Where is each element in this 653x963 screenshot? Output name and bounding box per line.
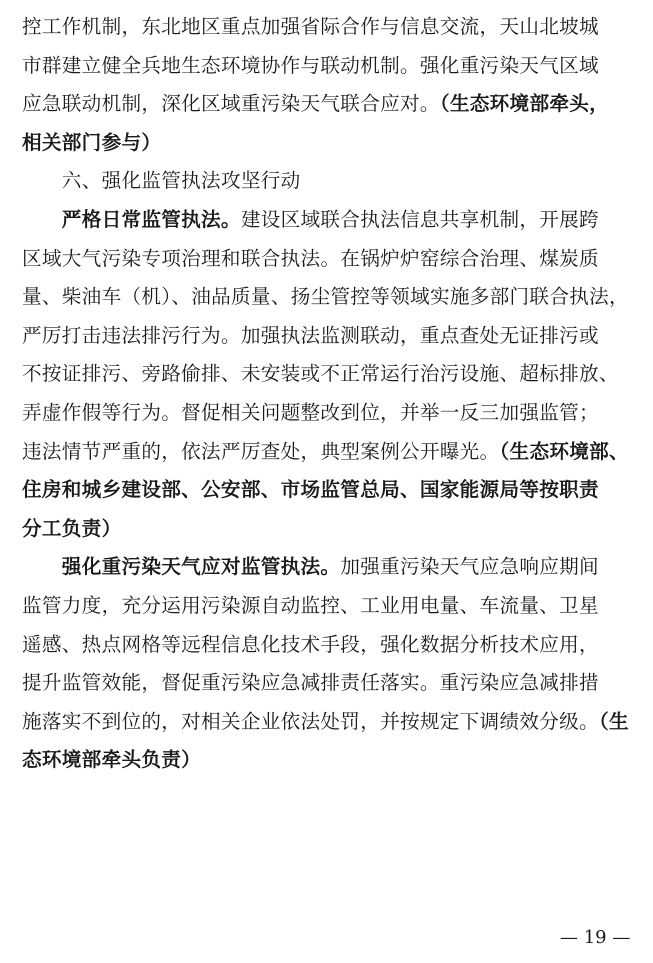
- text-line: [22, 626, 637, 665]
- text-run: 施落实不到位的，对相关企业依法处罚，并按规定下调绩效分级。: [22, 709, 599, 733]
- bold-text: 分工负责）: [22, 516, 122, 540]
- text-line: [22, 8, 637, 47]
- text-run: 加强重污染天气应急响应期间: [340, 555, 599, 579]
- text-line: [22, 317, 637, 356]
- text-run: 市群建立健全兵地生态环境协作与联动机制。强化重污染天气区域: [22, 53, 599, 77]
- bold-text: （生态环境部、: [499, 439, 629, 463]
- text-run: 六、强化监管执法攻坚行动: [61, 169, 301, 193]
- text-line: [22, 548, 637, 587]
- text-run: 监管力度，充分运用污染源自动监控、工业用电量、车流量、卫星: [22, 593, 599, 617]
- text-line: [22, 240, 637, 279]
- text-run: 建设区域联合执法信息共享机制，开展跨: [240, 207, 599, 231]
- bold-text: （生态环境部牵头，: [439, 92, 610, 116]
- page-number: — 19 —: [560, 927, 631, 948]
- text-line: [22, 201, 637, 240]
- text-line: [22, 587, 637, 626]
- text-run: 不按证排污、旁路偷排、未安装或不正常运行治污设施、超标排放、: [22, 362, 619, 386]
- section-heading: [22, 162, 637, 201]
- text-line: [22, 471, 637, 510]
- text-run: 违法情节严重的，依法严厉查处，典型案例公开曝光。: [22, 439, 500, 463]
- text-line: [22, 664, 637, 703]
- bold-text: 住房和城乡建设部、公安部、市场监管总局、国家能源局等按职责: [22, 478, 599, 502]
- text-line: [22, 433, 637, 472]
- text-run: 应急联动机制，深化区域重污染天气联合应对。: [22, 92, 440, 116]
- bold-text: （生: [598, 709, 629, 733]
- text-line: [22, 510, 637, 549]
- text-run: 弄虚作假等行为。督促相关问题整改到位，并举一反三加强监管；: [22, 400, 599, 424]
- text-line: [22, 85, 637, 124]
- body-text: [22, 8, 637, 780]
- text-line: [22, 741, 637, 780]
- text-run: 遥感、热点网格等远程信息化技术手段，强化数据分析技术应用，: [22, 632, 599, 656]
- text-line: [22, 703, 637, 742]
- text-line: [22, 124, 637, 163]
- text-line: [22, 355, 637, 394]
- bold-text: 态环境部牵头负责）: [22, 748, 202, 772]
- bold-text: 严格日常监管执法。: [61, 207, 241, 231]
- text-run: 严厉打击违法排污行为。加强执法监测联动，重点查处无证排污或: [22, 323, 599, 347]
- bold-text: 强化重污染天气应对监管执法。: [61, 555, 341, 579]
- text-line: [22, 394, 637, 433]
- text-line: [22, 47, 637, 86]
- text-line: [22, 278, 637, 317]
- text-run: 控工作机制，东北地区重点加强省际合作与信息交流，天山北坡城: [22, 15, 599, 38]
- text-run: 区域大气污染专项治理和联合执法。在锅炉炉窑综合治理、煤炭质: [22, 246, 599, 270]
- text-run: 提升监管效能，督促重污染应急减排责任落实。重污染应急减排措: [22, 671, 599, 695]
- bold-text: 相关部门参与）: [22, 130, 162, 154]
- text-run: 量、柴油车（机）、油品质量、扬尘管控等领域实施多部门联合执法，: [22, 285, 629, 309]
